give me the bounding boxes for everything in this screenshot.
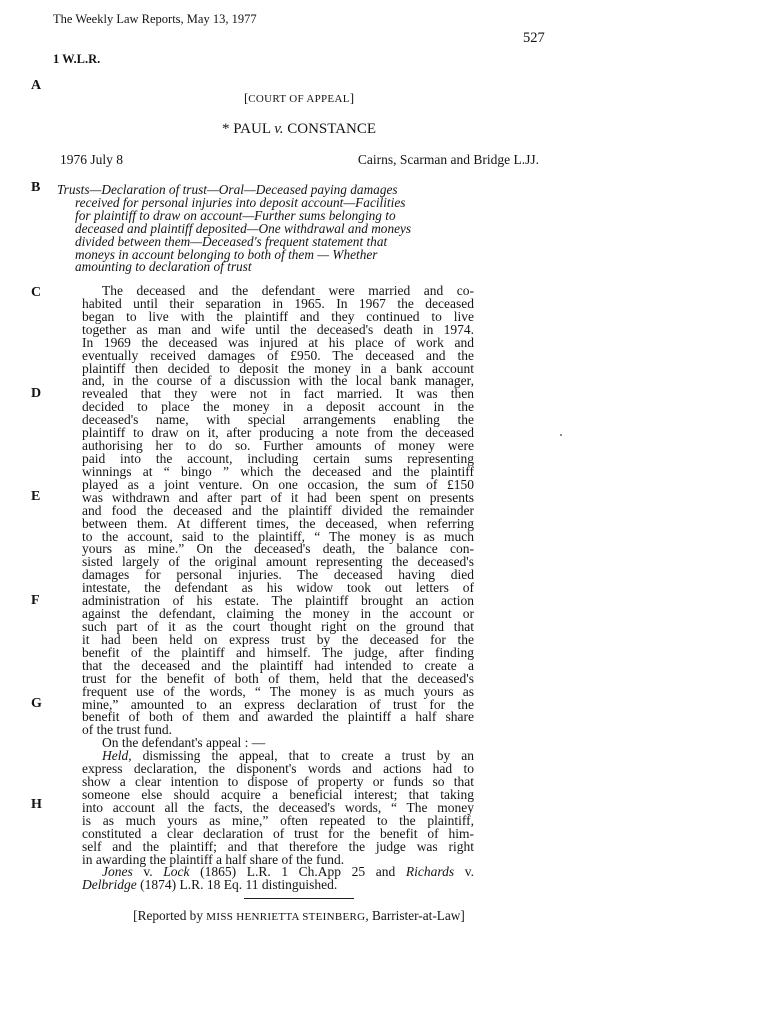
body-line: against the defendant, claiming the money in the account or xyxy=(82,606,474,622)
body-line: benefit of both of them and awarded the plaintiff a half share xyxy=(82,709,474,725)
held-line: express declaration, the disponent's words and actions had to xyxy=(82,761,474,777)
cases-cited-line: Jones v. Lock (1865) L.R. 1 Ch.App 25 and Richards v. xyxy=(102,864,475,880)
body-line: authorising her to do so. Further amounts of money were xyxy=(82,438,474,454)
body-line: to the account, said to the plaintiff, “ The money is as much xyxy=(82,528,474,544)
held-line: Held, dismissing the appeal, that to create a trust by an xyxy=(102,748,474,764)
running-head: The Weekly Law Reports, May 13, 1977 xyxy=(53,12,257,26)
body-line: damages for personal injuries. The deceased having died xyxy=(82,567,474,583)
catchword-line: received for personal injuries into deposit account—Facilities xyxy=(75,194,406,210)
body-line: that the deceased and the plaintiff had intended to create a xyxy=(82,657,474,673)
catchword-line: divided between them—Deceased's frequent statement that xyxy=(75,233,388,249)
held-line: show a clear intention to dispose of property or funds so that xyxy=(82,774,474,790)
margin-letter-g: G xyxy=(31,696,42,711)
body-line: benefit of the plaintiff and himself. The judge, after finding xyxy=(82,644,474,660)
body-line: deceased's name, with special arrangements enabling the xyxy=(82,412,474,428)
body-line: habited until their separation in 1965. In 1967 the deceased xyxy=(82,295,474,311)
page-number: 527 xyxy=(523,30,545,46)
margin-letter-d: D xyxy=(31,386,42,401)
body-line: eventually received damages of £950. The deceased and the xyxy=(82,347,474,363)
body-line: winnings at “ bingo ” which the deceased and the plaintiff xyxy=(82,463,474,479)
body-line: was withdrawn and after part of it had been spent on presents xyxy=(82,489,474,505)
body-line: began to live with the plaintiff and they continued to live xyxy=(82,308,474,324)
reporter-credit: [Reported by MISS HENRIETTA STEINBERG, Barrister-at-Law] xyxy=(133,908,465,923)
headnote-body xyxy=(82,285,474,892)
body-line: frequent use of the words, “ The money is as much yours as xyxy=(82,683,474,699)
body-line: it had been held on express trust by the deceased for the xyxy=(82,631,474,647)
body-line: paid into the account, including certain sums representing xyxy=(82,450,474,466)
divider-rule xyxy=(244,898,354,899)
body-line: yours as mine.” On the deceased's death, the balance con- xyxy=(82,541,474,557)
body-line: such part of it as the court thought right on the ground that xyxy=(82,618,474,634)
margin-letter-c: C xyxy=(31,285,42,300)
court-name: [COURT OF APPEAL] xyxy=(243,90,355,105)
margin-letter-a: A xyxy=(31,78,42,93)
catchwords xyxy=(57,184,474,274)
body-line: and, in the course of a discussion with the local bank manager, xyxy=(82,373,474,389)
catchword-line: deceased and plaintiff deposited—One withdrawal and moneys xyxy=(75,220,412,236)
hearing-date: 1976 July 8 xyxy=(60,152,124,167)
body-line: and food the deceased and the plaintiff divided the remainder xyxy=(82,502,474,518)
catchword-line: moneys in account belonging to both of them — Whether xyxy=(75,246,378,262)
margin-letter-h: H xyxy=(31,797,42,812)
body-line: played as a joint venture. On one occasion, the sum of £150 xyxy=(82,476,474,492)
appeal-line: On the defendant's appeal : — xyxy=(102,735,266,751)
held-line: is as much yours as mine,” often repeated to the plaintiff, xyxy=(82,812,474,828)
body-line: between them. At different times, the deceased, when referring xyxy=(82,515,474,531)
body-line: In 1969 the deceased was injured at his place of work and xyxy=(82,334,474,350)
held-label: Held, xyxy=(102,748,132,764)
cases-cited-line: Delbridge (1874) L.R. 18 Eq. 11 distinguished. xyxy=(82,877,338,893)
judges: Cairns, Scarman and Bridge L.JJ. xyxy=(357,152,539,167)
margin-letter-b: B xyxy=(31,180,41,195)
margin-letter-f: F xyxy=(31,593,40,608)
body-line: mine,” amounted to an express declaration of trust for the xyxy=(82,696,474,712)
held-line: someone else should acquire a beneficial interest; that taking xyxy=(82,786,474,802)
held-line: self and the plaintiff; and that therefore the judge was right xyxy=(82,838,474,854)
body-line: sisted largely of the original amount representing the deceased's xyxy=(82,554,474,570)
body-line: The deceased and the defendant were married and co- xyxy=(102,283,474,298)
body-line: administration of his estate. The plaintiff brought an action xyxy=(82,593,474,609)
catchword-line: amounting to declaration of trust xyxy=(75,259,252,275)
held-line: in awarding the plaintiff a half share of the fund. xyxy=(82,851,345,867)
margin-letter-e: E xyxy=(31,489,41,504)
volume-label: 1 W.L.R. xyxy=(53,52,101,66)
case-title: * PAUL v. CONSTANCE xyxy=(221,121,377,137)
body-line: plaintiff to draw on it, after producing a note from the deceased xyxy=(82,425,474,441)
catchword-line: for plaintiff to draw on account—Further sums belonging to xyxy=(75,207,396,223)
catchword-line: Trusts—Declaration of trust—Oral—Deceased paying damages xyxy=(57,182,398,197)
scan-speck xyxy=(560,434,562,436)
body-line: together as man and wife until the deceased's death in 1974. xyxy=(82,321,474,337)
body-line: plaintiff then decided to deposit the money in a bank account xyxy=(82,360,474,376)
body-line: decided to place the money in a deposit account in the xyxy=(82,399,474,415)
body-line: revealed that they were not in fact married. It was then xyxy=(82,386,474,402)
held-line: constituted a clear declaration of trust for the benefit of him- xyxy=(82,825,474,841)
body-line: trust for the benefit of both of them, held that the deceased's xyxy=(82,670,474,686)
body-line: of the trust fund. xyxy=(82,722,172,738)
body-line: intestate, the defendant as his widow took out letters of xyxy=(82,580,474,596)
held-line: into account all the facts, the deceased's words, “ The money xyxy=(82,799,474,815)
